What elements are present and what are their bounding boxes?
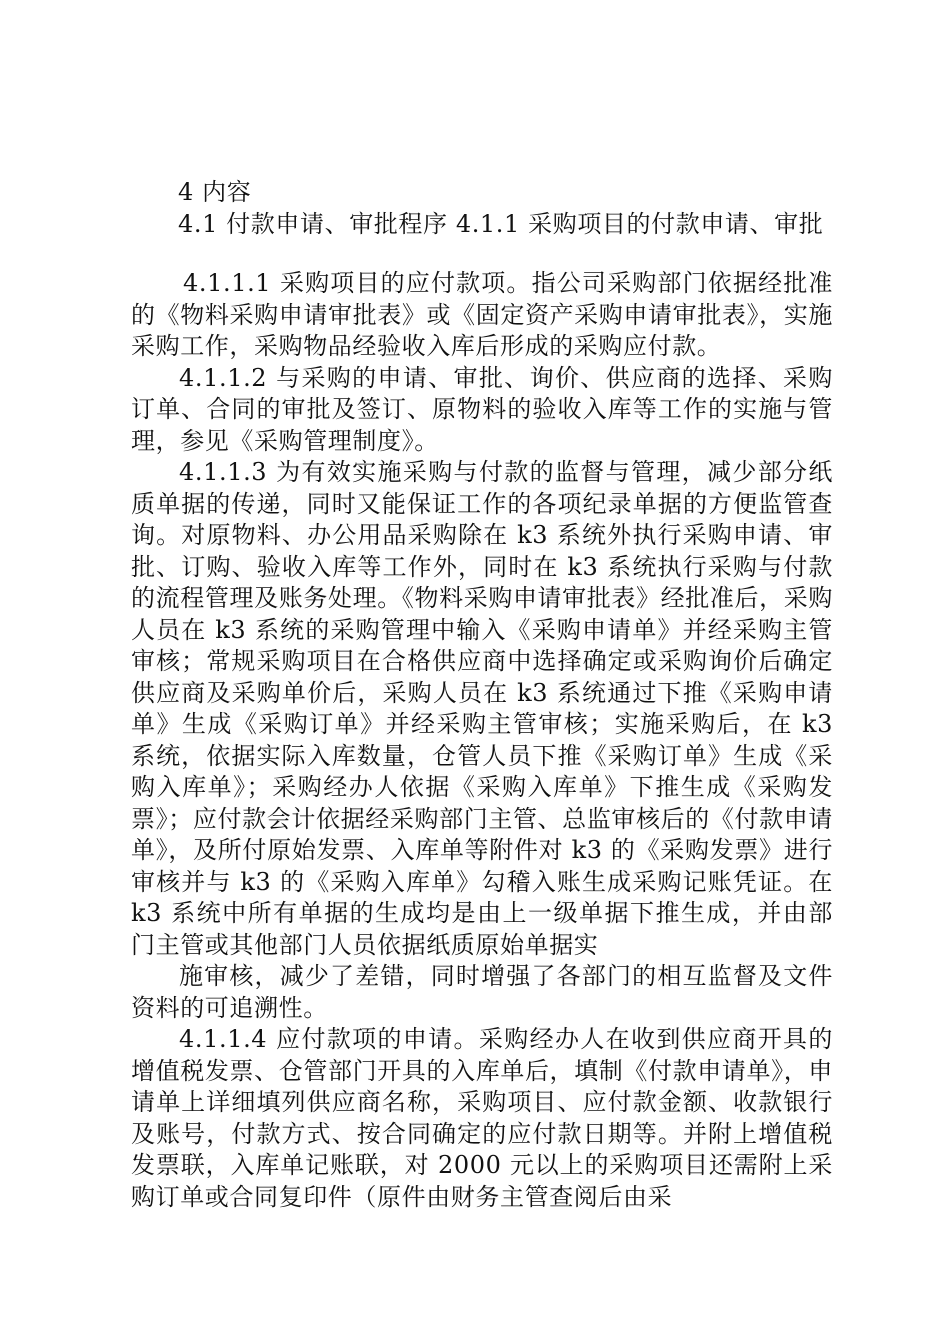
paragraph-4-1-1-1: 4.1.1.1 采购项目的应付款项。指公司采购部门依据经批准的《物料采购申请审批表》或《固定资产采购申请审批表》，实施采购工作，采购物品经验收入库后形成的采购应付款。 <box>131 269 833 360</box>
paragraph-continuation: 施审核，减少了差错，同时增强了各部门的相互监督及文件资料的可追溯性。 <box>131 962 833 1022</box>
section-heading: 4 内容 <box>178 178 252 206</box>
paragraph-4-1-1-3: 4.1.1.3 为有效实施采购与付款的监督与管理，减少部分纸质单据的传递，同时又能保证工作的各项纪录单据的方便监管查询。对原物料、办公用品采购除在 k3 系统外执行采购申请、审批、订购、验收入库等工作外，同时在 k3 系统执行采购与付款的流程管理及账务处理。《物料采购申请审批表》经批准后，采购人员在 k3 系统的采购管理中输入《采购申请单》并经采购主管审核；常规采购项目在合格供应商中选择确定或采购询价后确定供应商及采购单价后，采购人员在 k3 系统通过下推《采购申请单》生成《采购订单》并经采购主管审核；实施采购后，在 k3 系统，依据实际入库数量，仓管人员下推《采购订单》生成《采购入库单》；采购经办人依据《采购入库单》下推生成《采购发票》；应付款会计依据经采购部门主管、总监审核后的《付款申请单》，及所付原始发票、入库单等附件对 k3 的《采购发票》进行审核并与 k3 的《采购入库单》勾稽入账生成采购记账凭证。在 k3 系统中所有单据的生成均是由上一级单据下推生成，并由部门主管或其他部门人员依据纸质原始单据实 <box>131 458 833 959</box>
body-text <box>131 268 833 1213</box>
paragraph-4-1-1-4: 4.1.1.4 应付款项的申请。采购经办人在收到供应商开具的增值税发票、仓管部门开具的入库单后，填制《付款申请单》，申请单上详细填列供应商名称，采购项目、应付款金额、收款银行及账号，付款方式、按合同确定的应付款日期等。并附上增值税发票联，入库单记账联，对 2000 元以上的采购项目还需附上采购订单或合同复印件（原件由财务主管查阅后由采 <box>131 1025 833 1211</box>
paragraph-4-1-1-2: 4.1.1.2 与采购的申请、审批、询价、供应商的选择、采购订单、合同的审批及签订、原物料的验收入库等工作的实施与管理，参见《采购管理制度》。 <box>131 363 833 455</box>
subsection-heading: 4.1 付款申请、审批程序 4.1.1 采购项目的付款申请、审批 <box>178 210 824 238</box>
